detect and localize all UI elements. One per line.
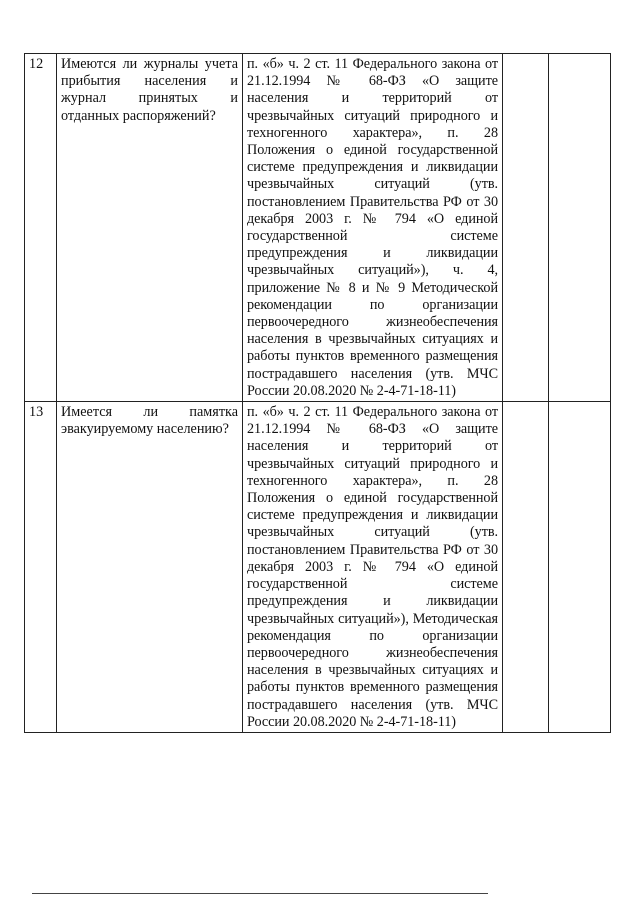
table-row [25,54,611,402]
question-cell: Имеется ли памятка эвакуируемому населению? [57,402,243,733]
answer-cell [503,402,549,733]
footer-divider [32,893,488,894]
answer-cell [503,54,549,402]
question-cell: Имеются ли журналы учета прибытия населения и журнал принятых и отданных распоряжений? [57,54,243,402]
table-row [25,402,611,733]
row-number-cell: 12 [25,54,57,402]
note-cell [549,54,611,402]
legal-reference-cell: п. «б» ч. 2 ст. 11 Федерального закона от 21.12.1994 № 68-ФЗ «О защите населения и территорий от чрезвычайных ситуаций природного и техногенного характера», п. 28 Положения о единой государственной системе предупреждения и ликвидации чрезвычайных ситуаций (утв. постановлением Правительства РФ от 30 декабря 2003 г. № 794 «О единой государственной системе предупреждения и ликвидации чрезвычайных ситуаций»), ч. 4, приложение № 8 и № 9 Методической рекомендации по организации первоочередного жизнеобеспечения населения в чрезвычайных ситуациях и работы пунктов временного размещения пострадавшего населения (утв. МЧС России 20.08.2020 № 2-4-71-18-11) [243,54,503,402]
row-number-cell: 13 [25,402,57,733]
checklist-table [24,53,611,733]
legal-reference-cell: п. «б» ч. 2 ст. 11 Федерального закона от 21.12.1994 № 68-ФЗ «О защите населения и территорий от чрезвычайных ситуаций природного и техногенного характера», п. 28 Положения о единой государственной системе предупреждения и ликвидации чрезвычайных ситуаций (утв. постановлением Правительства РФ от 30 декабря 2003 г. № 794 «О единой государственной системе предупреждения и ликвидации чрезвычайных ситуаций»), Методическая рекомендация по организации первоочередного жизнеобеспечения населения в чрезвычайных ситуациях и работы пунктов временного размещения пострадавшего населения (утв. МЧС России 20.08.2020 № 2-4-71-18-11) [243,402,503,733]
note-cell [549,402,611,733]
